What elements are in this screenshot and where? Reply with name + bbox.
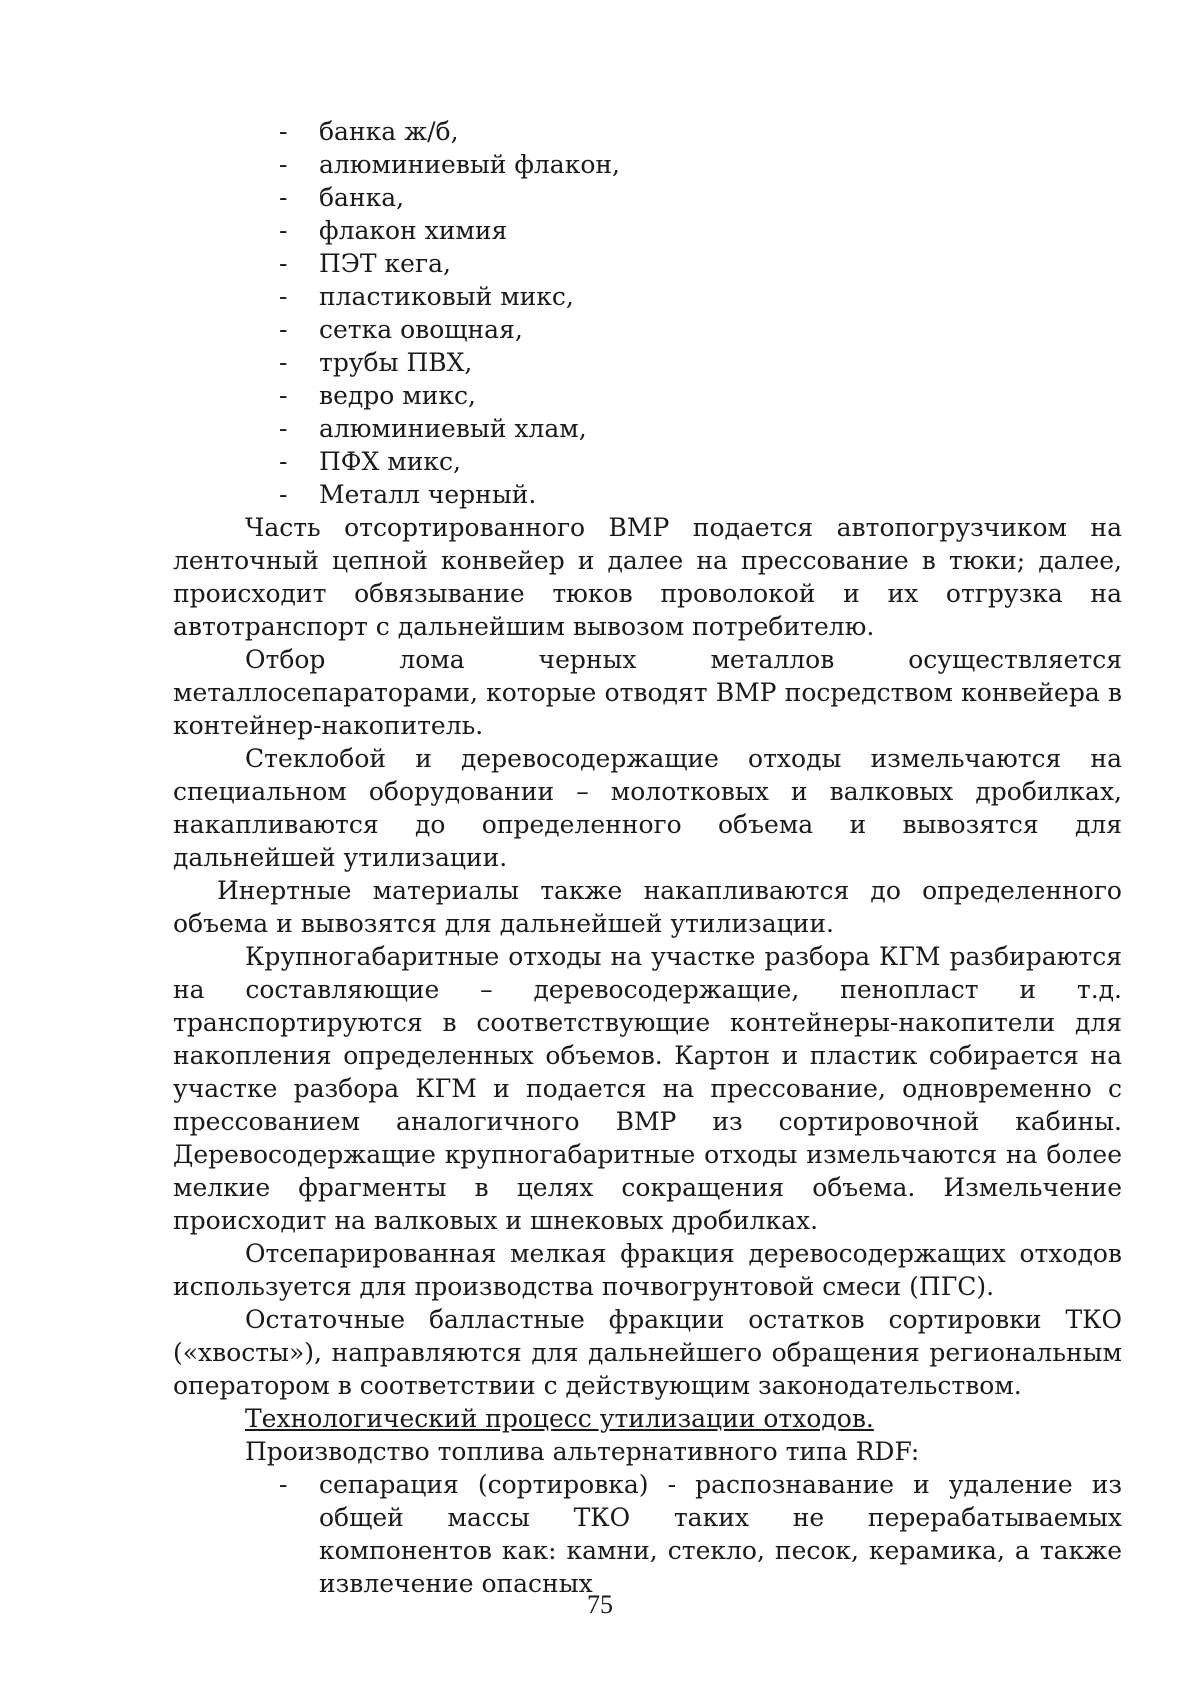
paragraph-residual-fractions: Остаточные балластные фракции остатков сортировки ТКО («хвосты»), направляются для дальнейшего обращения региональным оператором в соответствии с действующим законодательством. — [173, 1305, 1122, 1400]
list-marker: - — [279, 117, 288, 146]
section-heading: Технологический процесс утилизации отходов. — [245, 1404, 874, 1433]
list-item: - ПФХ микс, — [279, 447, 461, 476]
list-item: - алюминиевый хлам, — [279, 414, 587, 443]
list-marker: - — [279, 315, 288, 344]
list-marker: - — [279, 282, 288, 311]
paragraph-inert-materials: Инертные материалы также накапливаются до определенного объема и вывозятся для дальнейшей утилизации. — [173, 876, 1122, 938]
list-marker: - — [279, 216, 288, 245]
list-item: - банка, — [279, 183, 405, 212]
paragraph-ferrous-metals: Отбор лома черных металлов осуществляется металлосепараторами, которые отводят ВМР посредством конвейера в контейнер-накопитель. — [173, 645, 1122, 740]
list-marker: - — [279, 1470, 288, 1499]
list-item: - ведро микс, — [279, 381, 476, 410]
paragraph-bale-pressing: Часть отсортированного ВМР подается автопогрузчиком на ленточный цепной конвейер и далее на прессование в тюки; далее, происходит обвязывание тюков проволокой и их отгрузка на автотранспорт с дальнейшим вывозом потребителю. — [173, 513, 1122, 641]
list-item: - сетка овощная, — [279, 315, 523, 344]
list-item: - алюминиевый флакон, — [279, 150, 621, 179]
list-marker: - — [279, 480, 288, 509]
rdf-list — [173, 1468, 1122, 1600]
list-marker: - — [279, 183, 288, 212]
list-marker: - — [279, 414, 288, 443]
list-item: - пластиковый микс, — [279, 282, 574, 311]
list-item: - Металл черный. — [279, 480, 537, 509]
materials-list — [173, 115, 1122, 511]
list-item: - трубы ПВХ, — [279, 348, 473, 377]
text-column — [173, 115, 1122, 1600]
paragraph-bulky-waste: Крупногабаритные отходы на участке разбора КГМ разбираются на составляющие – деревосодержащие, пенопласт и т.д. транспортируются в соответствующие контейнеры-накопители для накопления определенных объемов. Картон и пластик собирается на участке разбора КГМ и подается на прессование, одновременно с прессованием аналогичного ВМР из сортировочной кабины. Деревосодержащие крупногабаритные отходы измельчаются на более мелкие фрагменты в целях сокращения объема. Измельчение происходит на валковых и шнековых дробилках. — [173, 942, 1122, 1235]
list-marker: - — [279, 447, 288, 476]
paragraph-glass-wood: Стеклобой и деревосодержащие отходы измельчаются на специальном оборудовании – молотковых и валковых дробилках, накапливаются до определенного объема и вывозятся для дальнейшей утилизации. — [173, 744, 1122, 872]
list-marker: - — [279, 381, 288, 410]
paragraph-fine-fraction: Отсепарированная мелкая фракция деревосодержащих отходов используется для производства почвогрунтовой смеси (ПГС). — [173, 1239, 1122, 1301]
list-item: - банка ж/б, — [279, 117, 459, 146]
list-item: - флакон химия — [279, 216, 508, 245]
list-item: - сепарация (сортировка) - распознавание и удаление из общей массы ТКО таких не перерабатываемых компонентов как: камни, стекло, песок, керамика, а также извлечение опасных — [279, 1470, 1122, 1598]
list-marker: - — [279, 249, 288, 278]
list-marker: - — [279, 150, 288, 179]
page-number: 75 — [587, 1590, 613, 1619]
list-marker: - — [279, 348, 288, 377]
rdf-subheading: Производство топлива альтернативного типа RDF: — [245, 1437, 920, 1466]
list-item: - ПЭТ кега, — [279, 249, 451, 278]
